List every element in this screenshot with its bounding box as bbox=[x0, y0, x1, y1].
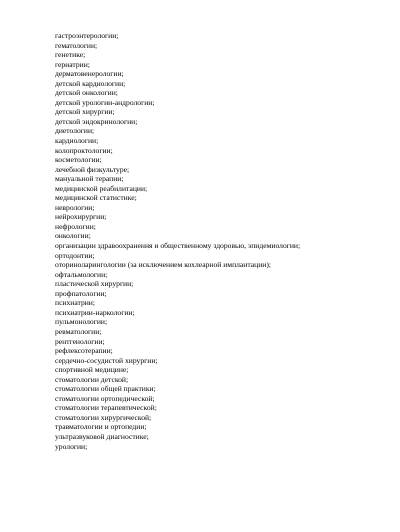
list-item: офтальмологии; bbox=[55, 269, 108, 279]
list-item: стоматологии ортопедической; bbox=[55, 393, 155, 403]
list-item: оториноларингологии (за исключением кохлеарной имплантации); bbox=[55, 260, 271, 270]
list-item: детской онкологии; bbox=[55, 88, 118, 98]
list-item: рефлексотерапии; bbox=[55, 346, 113, 356]
list-item: диетологии; bbox=[55, 126, 95, 136]
list-item: детской кардиологии; bbox=[55, 78, 126, 88]
list-item: детской урологии-андрологии; bbox=[55, 97, 155, 107]
list-item: неврологии; bbox=[55, 202, 95, 212]
list-item: генетике; bbox=[55, 50, 86, 60]
list-item: косметологии; bbox=[55, 155, 102, 165]
list-item: лечебной физкультуре; bbox=[55, 164, 130, 174]
list-item: гематологии; bbox=[55, 40, 98, 50]
list-item: медицинской реабилитации; bbox=[55, 183, 148, 193]
list-item: стоматологии детской; bbox=[55, 374, 129, 384]
list-item: дерматовенерологии; bbox=[55, 69, 124, 79]
list-item: кардиологии; bbox=[55, 136, 99, 146]
list-item: стоматологии хирургической; bbox=[55, 412, 152, 422]
list-item: детской хирургии; bbox=[55, 107, 115, 117]
list-item: рентгенологии; bbox=[55, 336, 105, 346]
list-item: пластической хирургии; bbox=[55, 279, 134, 289]
list-item: психиатрии; bbox=[55, 298, 95, 308]
specialty-list bbox=[55, 31, 395, 451]
list-item: организации здравоохранения и общественному здоровью, эпидемиологии; bbox=[55, 241, 301, 251]
list-item: детской эндокринологии; bbox=[55, 116, 138, 126]
list-item: сердечно-сосудистой хирургии; bbox=[55, 355, 158, 365]
list-item: гериатрии; bbox=[55, 59, 90, 69]
list-item: профпатологии; bbox=[55, 288, 107, 298]
document-page bbox=[55, 31, 395, 451]
list-item: травматологии и ортопедии; bbox=[55, 422, 147, 432]
list-item: мануальной терапии; bbox=[55, 174, 124, 184]
list-item: медицинской статистике; bbox=[55, 193, 137, 203]
list-item: нефрологии; bbox=[55, 221, 96, 231]
list-item: ревматологии; bbox=[55, 326, 102, 336]
list-item: гастроэнтерологии; bbox=[55, 31, 119, 40]
list-item: спортивной медицине; bbox=[55, 365, 129, 375]
list-item: ультразвуковой диагностике; bbox=[55, 431, 149, 441]
list-item: психиатрии-наркологии; bbox=[55, 307, 135, 317]
list-item: онкологии; bbox=[55, 231, 91, 241]
list-item: пульмонологии; bbox=[55, 317, 108, 327]
list-item: колопроктологии; bbox=[55, 145, 113, 155]
list-item: урологии; bbox=[55, 441, 88, 451]
list-item: стоматологии терапевтической; bbox=[55, 403, 157, 413]
list-item: ортодонтии; bbox=[55, 250, 95, 260]
list-item: нейрохирургии; bbox=[55, 212, 107, 222]
list-item: стоматологии общей практики; bbox=[55, 384, 156, 394]
